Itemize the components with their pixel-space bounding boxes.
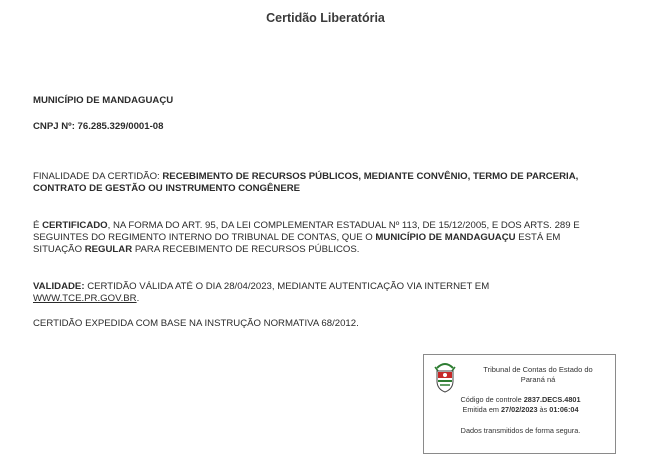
purpose-line-2: CONTRATO DE GESTÃO OU INSTRUMENTO CONGÊNERE (33, 183, 301, 194)
certified-keyword: CERTIFICADO (42, 220, 108, 231)
emitted-time: 01:06:04 (549, 405, 579, 414)
municipality-name: MUNICÍPIO DE MANDAGUAÇU (33, 95, 174, 106)
validity-line-1 (33, 281, 489, 294)
certification-text: SEGUINTES DO REGIMENTO INTERNO DO TRIBUNAL DE CONTAS, QUE O (33, 232, 376, 243)
emitted-date: 27/02/2023 (501, 405, 538, 414)
validity-end: . (136, 293, 140, 304)
certification-text: É (33, 220, 43, 231)
coat-of-arms-icon (34, 0, 116, 6)
certification-line-2 (33, 232, 560, 245)
municipality-inline: MUNICÍPIO DE MANDAGUAÇU (375, 232, 516, 243)
certification-text: PARA RECEBIMENTO DE RECURSOS PÚBLICOS. (132, 244, 360, 255)
certification-text: , NA FORMA DO ART. 95, DA LEI COMPLEMENTAR ESTADUAL Nº 113, DE 15/12/2005, E DOS ARTS. 289 E (107, 220, 580, 231)
emitted-label: Emitida em (462, 405, 501, 414)
parana-coat-of-arms-icon (432, 359, 458, 395)
certification-line-3 (33, 244, 359, 257)
stamp-footer: Dados transmitidos de forma segura. (460, 426, 581, 435)
purpose-text: RECEBIMENTO DE RECURSOS PÚBLICOS, MEDIANTE CONVÊNIO, TERMO DE PARCERIA, (162, 171, 579, 182)
status-regular: REGULAR (84, 244, 133, 255)
stamp-org-line-2 (464, 375, 612, 385)
authentication-stamp (423, 354, 616, 454)
certification-text: ESTÁ EM (515, 232, 561, 243)
stamp-org-line-1: Tribunal de Contas do Estado do (483, 365, 593, 374)
certification-text: SITUAÇÃO (33, 244, 85, 255)
validity-line-2 (33, 293, 139, 306)
stamp-emitted (424, 405, 617, 415)
control-code-value: 2837.DECS.4801 (523, 395, 581, 404)
cnpj-number: CNPJ Nº: 76.285.329/0001-08 (33, 121, 164, 132)
validity-label: VALIDADE: (33, 281, 85, 292)
certification-line-1 (33, 220, 580, 233)
purpose-line-1 (33, 171, 578, 184)
control-code-label: Código de controle (460, 395, 524, 404)
tce-website-link[interactable]: WWW.TCE.PR.GOV.BR (33, 293, 137, 304)
stamp-org-suffix: ná (546, 375, 556, 384)
emitted-separator: às (537, 405, 550, 414)
stamp-organization (464, 365, 612, 385)
page-title: Certidão Liberatória (266, 11, 385, 25)
validity-text: CERTIDÃO VÁLIDA ATÉ O DIA 28/04/2023, MEDIANTE AUTENTICAÇÃO VIA INTERNET EM (84, 281, 490, 292)
stamp-control-code (424, 395, 617, 405)
purpose-label: FINALIDADE DA CERTIDÃO: (33, 171, 160, 182)
stamp-org-state: Paraná (520, 375, 545, 384)
issued-basis: CERTIDÃO EXPEDIDA COM BASE NA INSTRUÇÃO NORMATIVA 68/2012. (33, 318, 359, 329)
